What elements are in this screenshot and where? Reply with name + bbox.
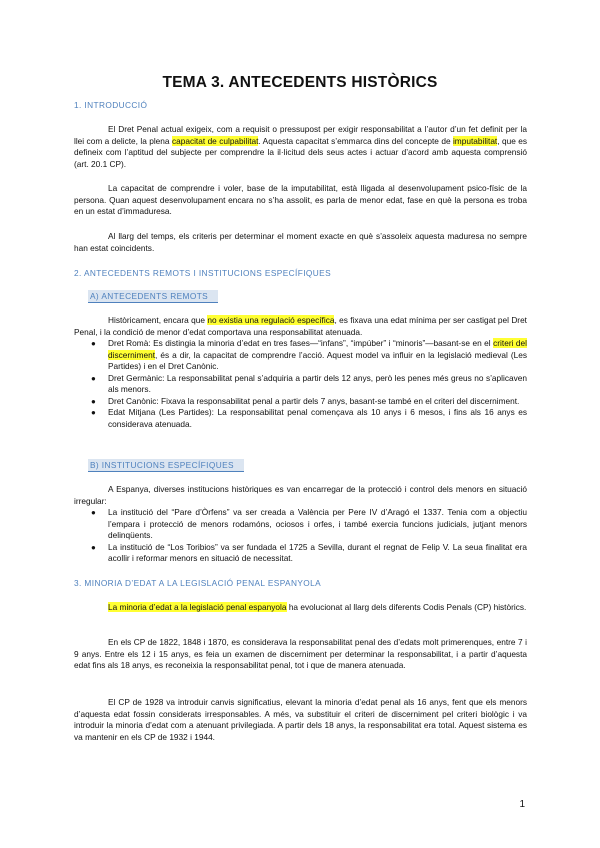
bullet-list-antecedents	[74, 338, 527, 430]
document-title: TEMA 3. ANTECEDENTS HISTÒRICS	[162, 74, 438, 91]
paragraph-minoria-1	[74, 602, 527, 614]
paragraph-minoria-2: En els CP de 1822, 1848 i 1870, es considerava la responsabilitat penal des d’edats molt primerenques, entre 7 i 9 anys. Entre els 12 i 15 anys, es feia un examen de discerniment per determinar la responsabilitat, i a partir d’aquesta edat fins als 18 anys, es reconeixia la responsabilitat penal, tot i que de manera atenuada.	[74, 637, 527, 670]
paragraph-minoria-3: El CP de 1928 va introduir canvis significatius, elevant la minoria d’edat penal als 16 anys, fent que els menors d’aquesta edat fossin considerats irresponsables. A més, va substituir el criteri de discerniment pel criteri biològic i va introduir la minoria d’edat com a atenuant privilegiada. A partir dels 18 anys, la responsabilitat era total. Aquest sistema es va mantenir en els CP de 1932 i 1944.	[74, 697, 527, 742]
list-item	[74, 373, 527, 396]
paragraph-historicament	[74, 315, 527, 338]
text-run: La institució del “Pare d’Òrfens” va ser creada a València per Pere IV d’Aragó el 1337. Tenia com a objectiu l’empara i protecció de menors rodamóns, ociosos i orfes, i també exercia funcions judicials, jutjant menors delinqüents.	[108, 507, 527, 540]
highlight-capacitat: capacitat de culpabilitat	[171, 135, 259, 146]
text-run: ha evolucionat al llarg dels diferents Codis Penals (CP) històrics.	[286, 602, 527, 612]
bullet-list-institucions	[74, 507, 527, 565]
highlight-minoria: La minoria d’edat a la legislació penal espanyola	[108, 602, 287, 612]
list-item	[74, 338, 527, 373]
list-item	[74, 542, 527, 565]
bullet-icon: ●	[91, 408, 96, 417]
paragraph-espanya: A Espanya, diverses institucions històriques es van encarregar de la protecció i control dels menors en situació irregular:	[74, 484, 527, 506]
section-heading-antecedents: 2. ANTECEDENTS REMOTS I INSTITUCIONS ESPECÍFIQUES	[74, 268, 332, 278]
list-item	[74, 396, 527, 408]
list-item	[74, 507, 527, 542]
text-run: Dret Germànic: La responsabilitat penal s’adquiria a partir dels 12 anys, però les penes més greus no s’aplicaven als menors.	[108, 372, 527, 394]
text-run: , és a dir, la capacitat de comprendre l’acció. Aquest model va influir en la legislació medieval (Les Partides) i en el Dret Canònic.	[108, 349, 527, 371]
paragraph-intro-2: La capacitat de comprendre i voler, base de la imputabilitat, està lligada al desenvolupament psico-físic de la persona. Quan aquest desenvolupament encara no s’ha assolit, es parla de menor edat, fase en què la persona es troba en un estat d’immaduresa.	[74, 183, 527, 216]
bullet-icon: ●	[91, 373, 96, 383]
text-run: La institució de “Los Toribios” va ser fundada el 1725 a Sevilla, durant el regnat de Felip V. La seua finalitat era acollir i reformar menors en situació de necessitat.	[108, 541, 527, 563]
text-run: Edat Mitjana (Les Partides): La responsabilitat penal començava als 10 anys i 6 mesos, i fins als 16 anys es considerava atenuada.	[108, 407, 527, 429]
bullet-icon: ●	[91, 508, 96, 517]
paragraph-intro-3: Al llarg del temps, els criteris per determinar el moment exacte en què s’assoleix aquesta maduresa no sempre han estat coincidents.	[74, 231, 527, 253]
list-item	[74, 407, 527, 430]
page-number: 1	[519, 799, 525, 810]
text-run: Dret Canònic: Fixava la responsabilitat penal a partir dels 7 anys, basant-se també en el criteri del discerniment.	[108, 395, 520, 406]
text-run: . Aquesta capacitat s’emmarca dins del concepte de	[258, 135, 453, 146]
bullet-icon: ●	[91, 339, 96, 348]
highlight-discerniment: criteri del discerniment	[108, 338, 527, 360]
subheading-antecedents-remots: A) ANTECEDENTS REMOTS	[88, 290, 218, 303]
text-run: El Dret Penal actual exigeix, com a requisit o pressupost per exigir responsabilitat a l’autor d’un fet definit per la llei com a delicte, la plena	[74, 124, 527, 146]
bullet-icon: ●	[91, 542, 96, 552]
highlight-imputabilitat: imputabilitat	[452, 135, 498, 146]
highlight-regulacio: no existia una regulació específica	[207, 315, 335, 325]
subheading-institucions: B) INSTITUCIONS ESPECÍFIQUES	[88, 459, 244, 472]
section-heading-introduccio: 1. INTRODUCCIÓ	[74, 100, 148, 110]
bullet-icon: ●	[91, 396, 96, 406]
paragraph-intro-1	[74, 124, 527, 170]
text-run: Històricament, encara que	[108, 315, 208, 325]
text-run: Dret Romà: Es distingia la minoria d’edat en tres fases—“infans”, “impúber” i “minoris”—basant-se en el	[108, 338, 494, 348]
text-run: , que es defineix com l’aptitud del subjecte per comprendre la il·licitud dels seus actes i actuar d’acord amb aquesta comprensió (art. 20.1 CP).	[74, 135, 527, 169]
text-run: , es fixava una edat mínima per ser castigat pel Dret Penal, i la condició de menor d’edat comportava una responsabilitat atenuada.	[74, 315, 527, 337]
section-heading-minoria: 3. MINORIA D’EDAT A LA LEGISLACIÓ PENAL ESPANYOLA	[74, 578, 322, 588]
